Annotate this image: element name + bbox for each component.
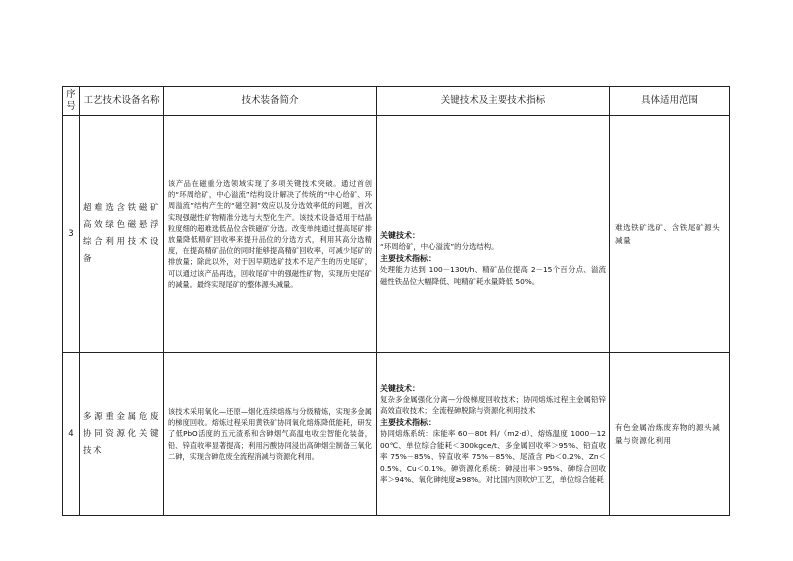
spec-text: 协同熔炼系统：床能率 60－80t 料/（m2·d）、熔炼温度 1000－1200℃、单位综合能耗＜300kgce/t、多金属回收率＞95%、铅直收率 75%－85%、锌直收率 75%－85%、尾渣含 Pb＜0.2%、Zn＜0.5%、Cu＜0.1%。砷资源化系统：砷浸出率＞95%、砷综合回收率＞94%、氧化砷纯度≥98%。对比国内顶吹炉工艺，单位综合能耗 xyxy=(380,429,606,484)
header-index: 序号 xyxy=(63,87,80,116)
key-tech-label: 关键技术： xyxy=(380,383,420,393)
row-index: 4 xyxy=(63,353,80,516)
header-scope: 具体适用范围 xyxy=(610,87,730,116)
key-tech-text: 复杂多金属强化分离—分级梯度回收技术；协同熔炼过程主金属铅锌高效直收技术；全流程砷脱除与资源化利用技术 xyxy=(380,395,606,416)
row-scope: 有色金属冶炼废弃物的源头减量与资源化利用 xyxy=(610,353,730,516)
spec-label: 主要技术指标： xyxy=(380,253,436,263)
spec-label: 主要技术指标： xyxy=(380,417,436,427)
key-tech-label: 关键技术： xyxy=(380,230,420,240)
row-index: 3 xyxy=(63,116,80,353)
row-intro: 该技术采用氧化—还原—烟化连续熔炼与分级精炼，实现多金属的梯度回收。熔炼过程采用黄铁矿协同氧化熔炼降低能耗，研发了低PbO活度的五元渣系和含砷烟气高温电收尘智能化装备，铅、锌直收率显著提高；利用污酸协同浸出高砷烟尘制备三氧化二砷，实现含砷危废全流程消减与资源化利用。 xyxy=(164,353,377,516)
key-tech-text: “环周给矿，中心溢流”的分选结构。 xyxy=(380,242,499,252)
row-name: 超难选含铁磁矿高效绿色磁悬浮综合利用技术设备 xyxy=(80,116,164,353)
row-key-tech xyxy=(377,353,610,516)
row-name: 多源重金属危废协同资源化关键技术 xyxy=(80,353,164,516)
header-name: 工艺技术设备名称 xyxy=(80,87,164,116)
tech-equipment-table xyxy=(62,86,730,516)
row-key-tech xyxy=(377,116,610,353)
header-key-tech: 关键技术及主要技术指标 xyxy=(377,87,610,116)
table-row xyxy=(63,116,730,353)
table-header-row xyxy=(63,87,730,116)
header-intro: 技术装备简介 xyxy=(164,87,377,116)
row-intro: 该产品在磁重分选领域实现了多项关键技术突破。通过首创的“环周给矿，中心溢流”结构设计解决了传统的“中心给矿、环周溢流”结构产生的“磁空洞”效应以及分选效率低的问题，首次实现强磁性矿物精准分选与大型化生产。该技术设备适用于结晶粒度细的超难选低品位含铁磁矿分选。改变单纯通过提高尾矿排放量降低精矿回收率来提升品位的分选方式，利用其高分选精度，在提高精矿品位的同时能够提高精矿回收率，可减少尾矿的排放量；除此以外，对于因早期选矿技术不足产生的历史尾矿，可以通过该产品再选，回收尾矿中的强磁性矿物，实现历史尾矿的减量。最终实现尾矿的整体源头减量。 xyxy=(164,116,377,353)
row-scope: 难选铁矿选矿、含铁尾矿源头减量 xyxy=(610,116,730,353)
table-row xyxy=(63,353,730,516)
spec-text: 处理能力达到 100－130t/h、精矿品位提高 2－15个百分点、溢流磁性铁品位大幅降低、吨精矿耗水量降低 50%。 xyxy=(380,265,606,286)
